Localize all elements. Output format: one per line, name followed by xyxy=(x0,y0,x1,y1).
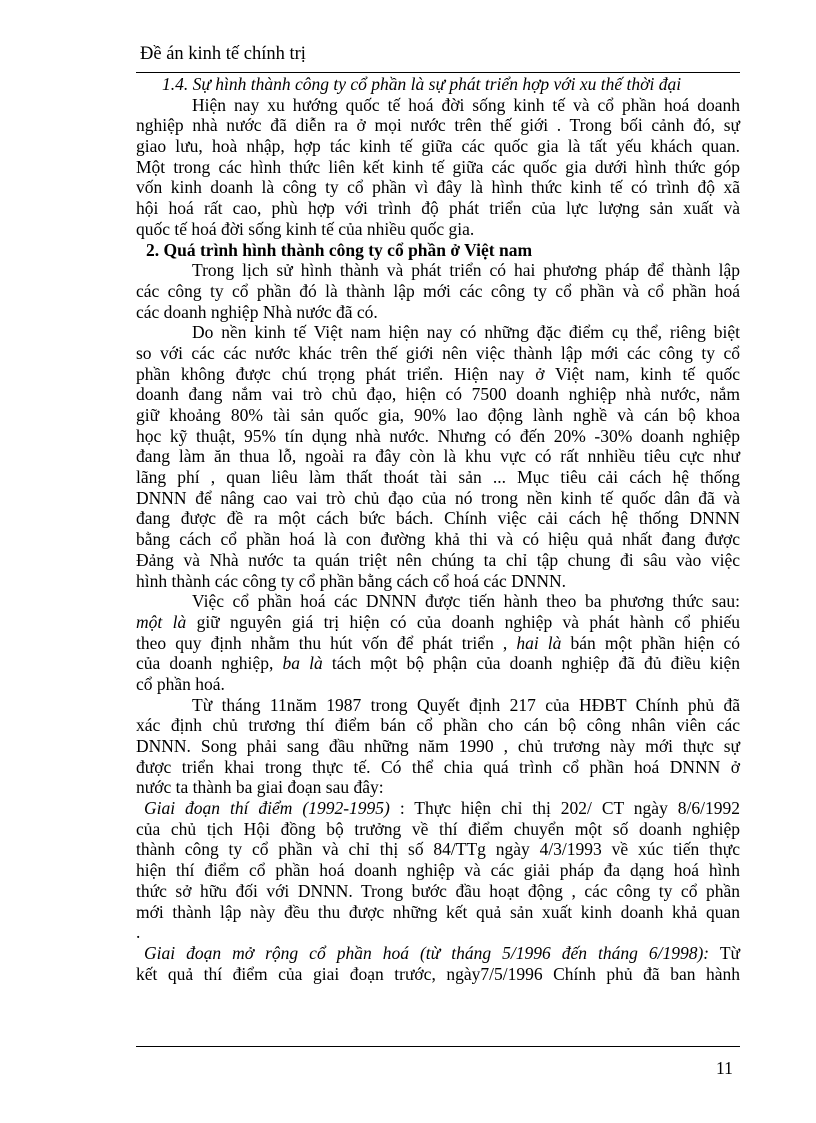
paragraph-expansion-stage xyxy=(136,943,740,984)
text-line: giữ khoảng 80% tài sản quốc gia, 90% lao động lành nghề và cán bộ khoa xyxy=(136,405,740,425)
text-line: Do nền kinh tế Việt nam hiện nay có những đặc điểm cụ thể, riêng biệt xyxy=(192,322,740,343)
text-line: Việc cổ phần hoá các DNNN được tiến hành theo ba phương thức sau: xyxy=(192,591,740,612)
text-line: phần không được chú trọng phát triển. Hiện nay ở Việt nam, kinh tế quốc xyxy=(136,363,740,384)
emphasis-text: ba là xyxy=(282,653,323,674)
text-line: đang được đề ra một cách bức bách. Chính việc cải cách hệ thống DNNN xyxy=(136,508,740,529)
text-line: các doanh nghiệp Nhà nước đã có. xyxy=(136,301,378,322)
text-line: hình thành các công ty cổ phần bằng cách cổ hoá các DNNN. xyxy=(136,570,567,591)
paragraph-decision-217 xyxy=(136,695,740,798)
text-span: tách một bộ phận của doanh nghiệp đã đủ điều kiện xyxy=(322,653,740,674)
text-span: bán một phần hiện có xyxy=(561,632,740,653)
text-line: nước ta thành ba giai đoạn sau đây: xyxy=(136,777,384,798)
text-line: Hiện nay xu hướng quốc tế hoá đời sống kinh tế và cổ phần hoá doanh xyxy=(192,94,740,115)
text-line xyxy=(136,633,740,654)
text-line: của chủ tịch Hội đồng bộ trưởng về thí điểm chuyển một số doanh nghiệp xyxy=(136,818,740,839)
emphasis-text: Giai đoạn thí điểm (1992-1995) xyxy=(144,798,390,819)
emphasis-text: một là xyxy=(136,611,187,632)
paragraph-three-methods xyxy=(136,591,740,694)
text-line: thức sở hữu đối với DNNN. Trong bước đầu hoạt động , các công ty cổ phần xyxy=(136,880,740,901)
section-heading-2: 2. Quá trình hình thành công ty cổ phần ở Việt nam xyxy=(146,239,533,260)
paragraph-two-methods xyxy=(136,260,740,322)
text-line: bằng cách cổ phần hoá là con đường khả thi và có hiệu quả nhất đang được xyxy=(136,529,740,550)
text-line: lãng phí , quan liêu làm thất thoát tài sản ... Mục tiêu cải cách hệ thống xyxy=(136,467,740,488)
text-line: nghiệp nhà nước đã diễn ra ở mọi nước trên thế giới . Trong bối cảnh đó, sự xyxy=(136,115,740,136)
text-line: . xyxy=(136,922,141,943)
text-span: của doanh nghiệp, xyxy=(136,653,283,674)
page-header-title: Đề án kinh tế chính trị xyxy=(140,44,306,64)
text-span: giữ nguyên giá trị hiện có của doanh nghiệp và phát hành cổ phiếu xyxy=(186,611,740,632)
text-line: DNNN. Song phải sang đầu những năm 1990 , chủ trương này mới thực sự xyxy=(136,736,740,756)
text-line: DNNN để nâng cao vai trò chủ đạo của nó trong nền kinh tế quốc dân đã và xyxy=(136,487,740,508)
text-line xyxy=(136,653,740,674)
text-line: Trong lịch sử hình thành và phát triển có hai phương pháp để thành lập xyxy=(192,260,740,281)
text-line: so với các các nước khác trên thế giới nên việc thành lập mới các công ty cổ xyxy=(136,342,740,363)
text-line: xác định chủ trương thí điểm bán cổ phần cho cán bộ công nhân viên các xyxy=(136,715,740,736)
text-line: cổ phần hoá. xyxy=(136,673,225,694)
emphasis-text: hai là xyxy=(516,632,562,653)
paragraph-pilot-stage xyxy=(136,798,740,943)
text-line xyxy=(136,943,740,964)
section-heading-1-4: 1.4. Sự hình thành công ty cổ phần là sự phát triển hợp với xu thế thời đại xyxy=(162,74,682,94)
text-line: vốn kinh doanh là công ty cổ phần vì đây là hình thức kinh tế có trình độ xã xyxy=(136,177,740,198)
text-line: đang làm ăn thua lỗ, ngoài ra đây còn là khu vực có rất nnhiều tiêu cực như xyxy=(136,446,740,467)
paragraph-globalization xyxy=(136,95,740,240)
text-line: doanh đang nắm vai trò chủ đạo, hiện có 7500 doanh nghiệp nhà nước, nắm xyxy=(136,384,740,405)
text-span: theo quy định nhằm thu hút vốn để phát triển , xyxy=(136,632,517,653)
text-line: Một trong các hình thức liên kết kinh tế giữa các quốc gia dưới hình thức góp xyxy=(136,156,740,177)
text-line: Đảng và Nhà nước ta quán triệt nên chúng ta chỉ tập chung đi sâu vào việc xyxy=(136,549,740,570)
text-line: được triển khai trong thực tế. Có thể chia quá trình cổ phần hoá DNNN ở xyxy=(136,756,740,777)
text-line: Từ tháng 11năm 1987 trong Quyết định 217 của HĐBT Chính phủ đã xyxy=(192,694,740,715)
header-divider xyxy=(136,72,740,73)
text-span: Từ xyxy=(709,942,740,963)
page-number: 11 xyxy=(716,1058,733,1078)
document-body xyxy=(136,74,740,984)
text-line: kết quả thí điểm của giai đoạn trước, ngày7/5/1996 Chính phủ đã ban hành xyxy=(136,963,740,984)
text-line: hội hoá rất cao, phù hợp với trình độ phát triển của lực lượng sản xuất và xyxy=(136,198,740,219)
text-line: giao lưu, hoà nhập, hợp tác kinh tế giữa các quốc gia là tất yếu khách quan. xyxy=(136,136,740,157)
text-line xyxy=(136,612,740,633)
text-line xyxy=(136,798,740,819)
text-line: các công ty cổ phần đó là thành lập mới các công ty cổ phần và cổ phần hoá xyxy=(136,280,740,301)
text-line: hiện thí điểm cổ phần hoá doanh nghiệp và các giải pháp đa dạng hoá hình xyxy=(136,860,740,881)
text-span: : Thực hiện chỉ thị 202/ CT ngày 8/6/1992 xyxy=(389,798,740,819)
text-line: mới thành lập này đều thu được những kết quả sản xuất kinh doanh khả quan xyxy=(136,901,740,922)
text-line: thành công ty cổ phần và chỉ thị số 84/TTg ngày 4/3/1993 về xúc tiến thực xyxy=(136,839,740,860)
text-line: học kỹ thuật, 95% tín dụng nhà nước. Nhưng có đến 20% -30% doanh nghiệp xyxy=(136,425,740,446)
text-line: quốc tế hoá đời sống kinh tế của nhiều quốc gia. xyxy=(136,218,475,239)
emphasis-text: Giai đoạn mở rộng cổ phần hoá (từ tháng 5/1996 đến tháng 6/1998): xyxy=(144,942,710,963)
footer-divider xyxy=(136,1046,740,1047)
paragraph-vietnam-economy xyxy=(136,322,740,591)
